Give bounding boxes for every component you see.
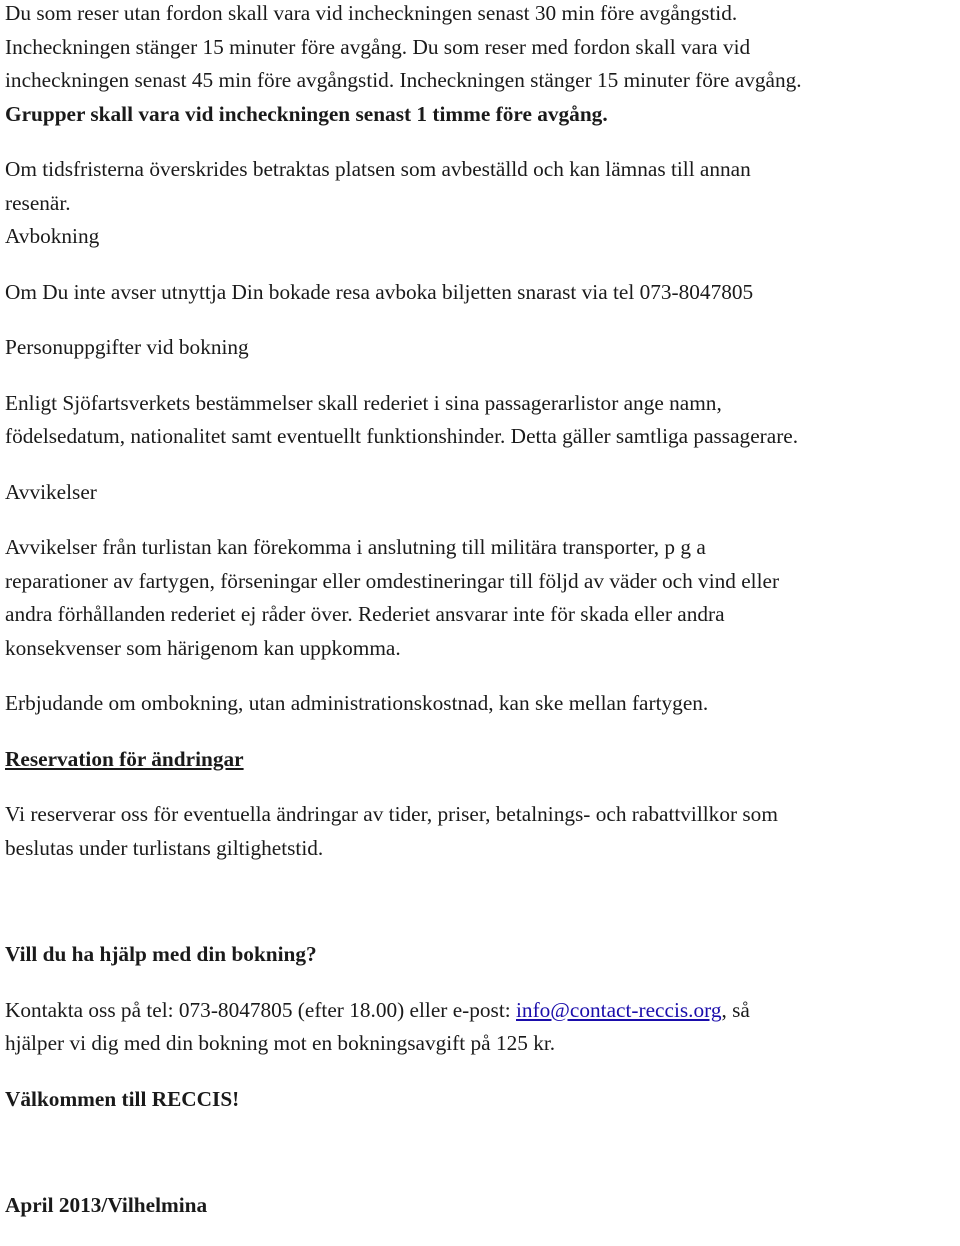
- rebooking-text: Erbjudande om ombokning, utan administrationskostnad, kan ske mellan fartygen.: [5, 691, 709, 715]
- deviations-line-2: reparationer av fartygen, förseningar eller omdestineringar till följd av väder och vind eller: [5, 568, 780, 593]
- help-contact-pre: Kontakta oss på tel: 073-8047805 (efter 18.00) eller e-post:: [5, 997, 516, 1022]
- checkin-group-rule: Grupper skall vara vid incheckningen senast 1 timme före avgång.: [5, 101, 608, 126]
- email-link[interactable]: info@contact-reccis.org: [516, 997, 722, 1022]
- footer-signature: April 2013/Vilhelmina: [5, 1193, 208, 1217]
- deviations-paragraph: [5, 531, 955, 665]
- help-contact-post: , så: [721, 997, 750, 1022]
- personal-data-line-2: födelsedatum, nationalitet samt eventuellt funktionshinder. Detta gäller samtliga passagerare.: [5, 424, 799, 448]
- deviations-line-4: konsekvenser som härigenom kan uppkomma.: [5, 635, 401, 660]
- help-paragraph: [5, 994, 955, 1061]
- deadline-paragraph: [5, 153, 955, 220]
- checkin-line-1: Du som reser utan fordon skall vara vid incheckningen senast 30 min före avgångstid.: [5, 1, 738, 25]
- personal-data-line-1: Enligt Sjöfartsverkets bestämmelser skall rederiet i sina passagerarlistor ange namn,: [5, 390, 722, 415]
- cancellation-heading: Avbokning: [5, 224, 100, 248]
- cancellation-text: Om Du inte avser utnyttja Din bokade resa avboka biljetten snarast via tel 073-8047805: [5, 279, 754, 304]
- checkin-line-3: incheckningen senast 45 min före avgångstid. Incheckningen stänger 15 minuter före avgång.: [5, 68, 802, 92]
- personal-data-heading: Personuppgifter vid bokning: [5, 335, 249, 359]
- reservation-paragraph: [5, 798, 955, 865]
- checkin-line-2: Incheckningen stänger 15 minuter före avgång. Du som reser med fordon skall vara vid: [5, 34, 751, 59]
- personal-data-paragraph: [5, 387, 955, 454]
- help-heading: Vill du ha hjälp med din bokning?: [5, 942, 317, 966]
- deviations-heading: Avvikelser: [5, 479, 97, 504]
- welcome-text: Välkommen till RECCIS!: [5, 1086, 240, 1111]
- reservation-line-2: beslutas under turlistans giltighetstid.: [5, 835, 324, 860]
- reservation-line-1: Vi reserverar oss för eventuella ändringar av tider, priser, betalnings- och rabattvillkor som: [5, 802, 778, 826]
- help-contact-line: [5, 994, 955, 1028]
- deadline-line-2: resenär.: [5, 190, 71, 215]
- help-line-2: hjälper vi dig med din bokning mot en bokningsavgift på 125 kr.: [5, 1031, 556, 1055]
- deadline-line-1: Om tidsfristerna överskrides betraktas platsen som avbeställd och kan lämnas till annan: [5, 157, 751, 181]
- deviations-line-3: andra förhållanden rederiet ej råder över. Rederiet ansvarar inte för skada eller andra: [5, 602, 725, 626]
- document-page: [5, 0, 955, 1223]
- deviations-line-1: Avvikelser från turlistan kan förekomma i anslutning till militära transporter, p g a: [5, 535, 706, 559]
- checkin-paragraph: [5, 0, 955, 131]
- reservation-heading: Reservation för ändringar: [5, 746, 244, 771]
